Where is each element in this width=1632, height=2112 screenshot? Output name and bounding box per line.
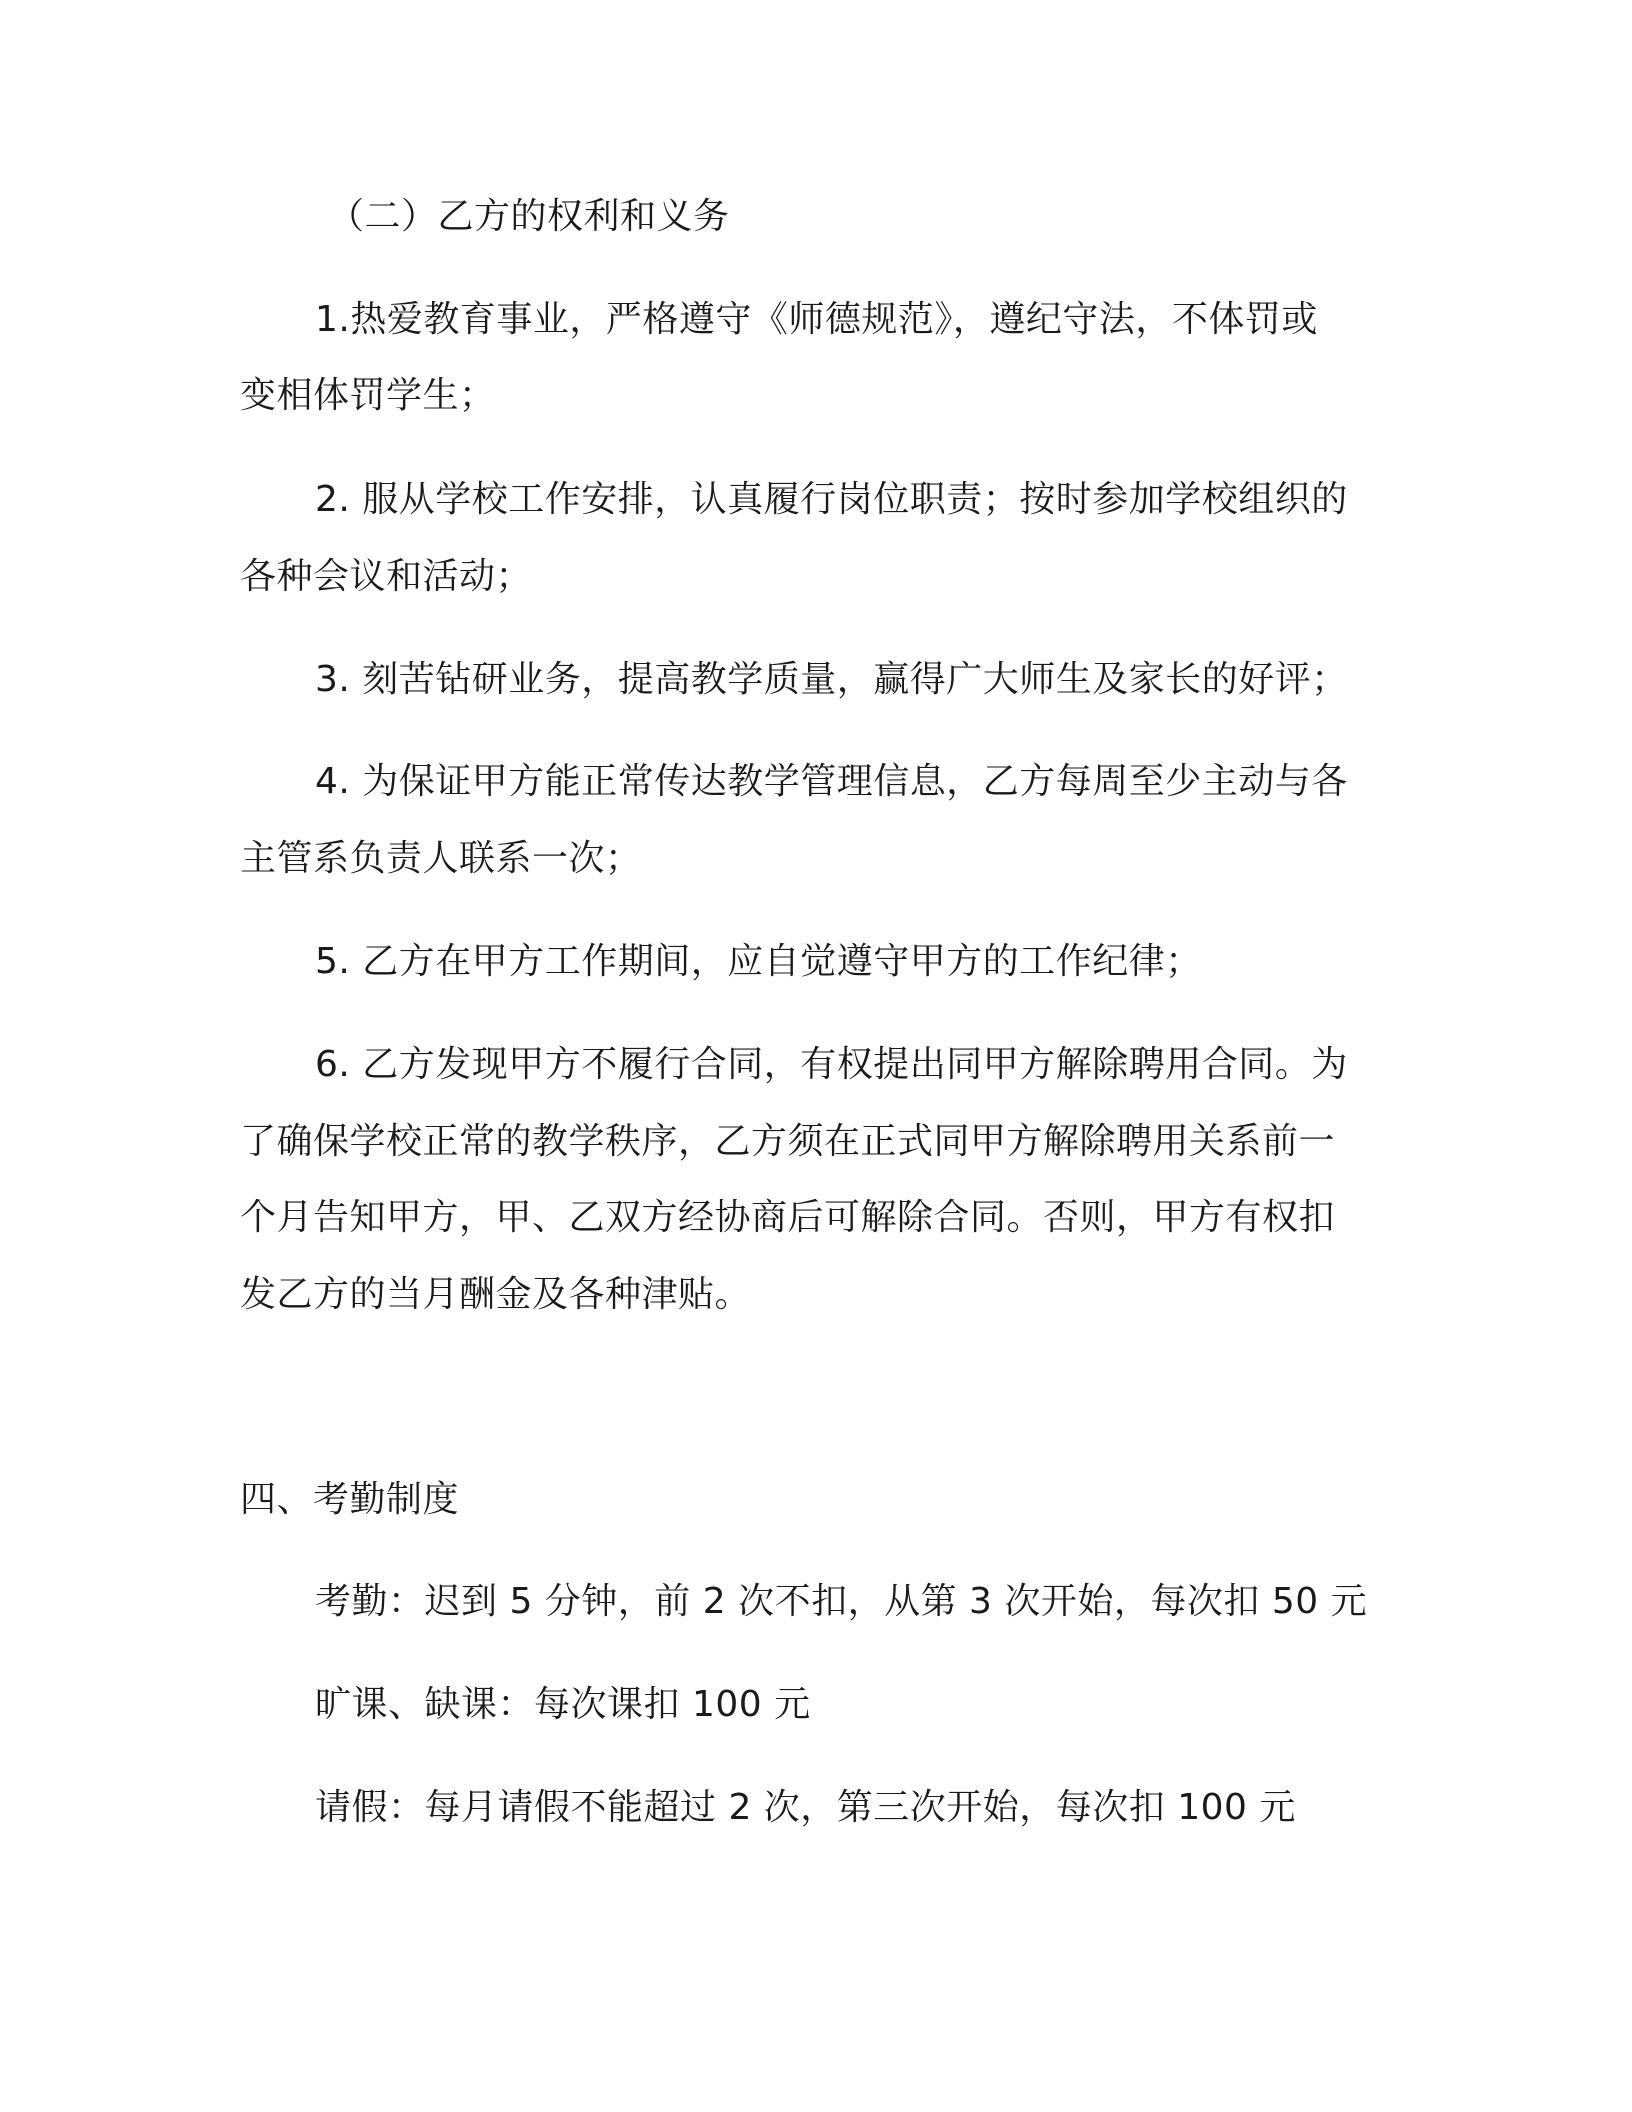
item-1-line-1: 1.热爱教育事业，严格遵守《师德规范》，遵纪守法，不体罚或 <box>315 299 1318 340</box>
item-1-line-2: 变相体罚学生； <box>240 375 496 416</box>
item-3-line-1: 3. 刻苦钻研业务，提高教学质量，赢得广大师生及家长的好评； <box>315 659 1348 700</box>
item-6-line-3: 个月告知甲方，甲、乙双方经协商后可解除合同。否则，甲方有权扣 <box>240 1197 1336 1238</box>
attendance-rule-leave: 请假：每月请假不能超过 2 次，第三次开始，每次扣 100 元 <box>315 1787 1296 1828</box>
item-6-line-4: 发乙方的当月酬金及各种津贴。 <box>240 1274 752 1315</box>
section-four-title: 四、考勤制度 <box>240 1479 460 1520</box>
item-4-line-1: 4. 为保证甲方能正常传达教学管理信息，乙方每周至少主动与各 <box>315 761 1348 802</box>
attendance-rule-absence: 旷课、缺课：每次课扣 100 元 <box>315 1684 811 1725</box>
item-6-line-1: 6. 乙方发现甲方不履行合同，有权提出同甲方解除聘用合同。为 <box>315 1044 1348 1085</box>
item-6-line-2: 了确保学校正常的教学秩序，乙方须在正式同甲方解除聘用关系前一 <box>240 1121 1336 1162</box>
item-4-line-2: 主管系负责人联系一次； <box>240 838 642 879</box>
item-5-line-1: 5. 乙方在甲方工作期间，应自觉遵守甲方的工作纪律； <box>315 941 1202 982</box>
section-two-title: （二）乙方的权利和义务 <box>328 196 730 237</box>
item-2-line-1: 2. 服从学校工作安排，认真履行岗位职责；按时参加学校组织的 <box>315 479 1348 520</box>
item-2-line-2: 各种会议和活动； <box>240 556 533 597</box>
attendance-rule-late: 考勤：迟到 5 分钟，前 2 次不扣，从第 3 次开始，每次扣 50 元 <box>315 1581 1368 1622</box>
document-page <box>240 0 1368 2112</box>
